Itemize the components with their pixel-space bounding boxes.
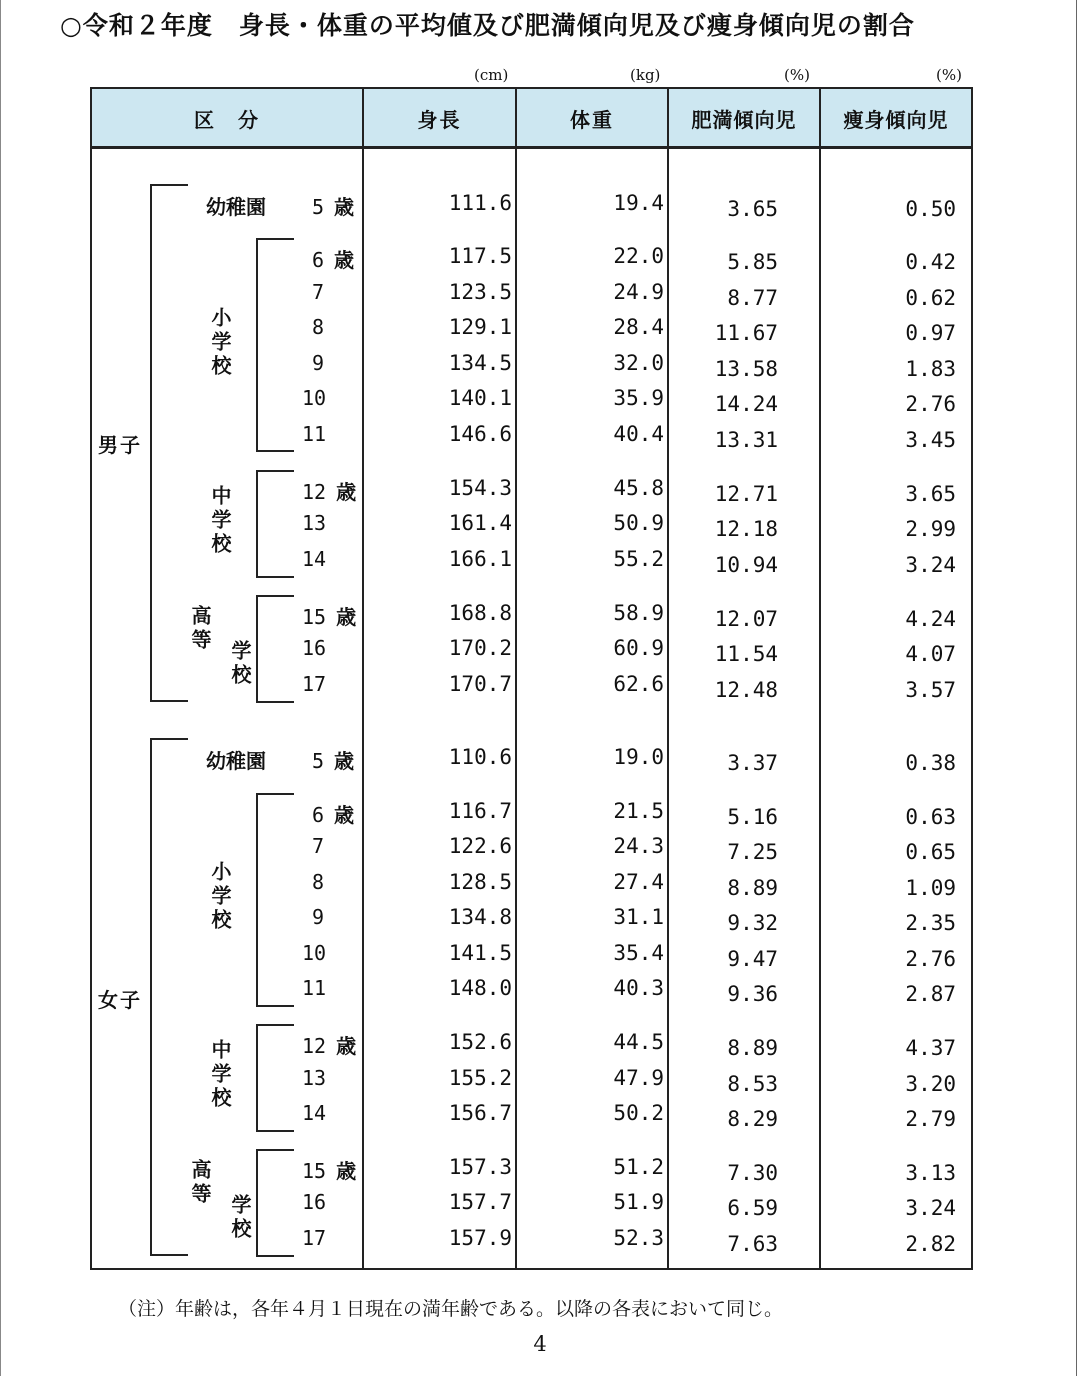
age-label	[312, 351, 324, 375]
cell-obese: 3.65	[727, 197, 778, 221]
cell-weight: 24.9	[613, 280, 664, 304]
cell-height: 168.8	[448, 601, 512, 625]
page-title: ○令和２年度 身長・体重の平均値及び肥満傾向児及び痩身傾向児の割合	[60, 11, 915, 40]
cell-obese: 10.94	[714, 553, 778, 577]
cell-height: 156.7	[448, 1101, 512, 1125]
school-high-right: 学校	[228, 1194, 252, 1242]
cell-obese: 8.89	[727, 1036, 778, 1060]
age-value: 13	[302, 1066, 327, 1090]
cell-weight: 19.0	[613, 745, 664, 769]
age-unit: 歳	[336, 605, 357, 629]
school-bracket	[256, 595, 294, 703]
cell-thin: 0.50	[905, 197, 956, 221]
cell-height: 116.7	[448, 799, 512, 823]
cell-obese: 8.53	[727, 1072, 778, 1096]
cell-height: 129.1	[448, 315, 512, 339]
header-height: 身長	[417, 107, 462, 132]
cell-weight: 45.8	[613, 476, 664, 500]
cell-weight: 47.9	[613, 1066, 664, 1090]
age-value: 12	[302, 1034, 327, 1058]
cell-thin: 3.13	[905, 1161, 956, 1185]
cell-weight: 27.4	[613, 870, 664, 894]
age-value: 7	[312, 280, 325, 304]
cell-thin: 4.07	[905, 642, 956, 666]
cell-obese: 8.89	[727, 876, 778, 900]
cell-thin: 2.35	[905, 911, 956, 935]
cell-obese: 13.31	[714, 428, 778, 452]
cell-obese: 14.24	[714, 392, 778, 416]
cell-weight: 35.9	[613, 386, 664, 410]
cell-obese: 11.54	[714, 642, 778, 666]
unit-obese: (%)	[784, 66, 810, 84]
age-value: 14	[302, 547, 327, 571]
age-label	[312, 905, 324, 929]
cell-height: 157.7	[448, 1190, 512, 1214]
cell-weight: 50.2	[613, 1101, 664, 1125]
cell-height: 123.5	[448, 280, 512, 304]
cell-obese: 12.18	[714, 517, 778, 541]
cell-thin: 0.63	[905, 805, 956, 829]
cell-weight: 40.3	[613, 976, 664, 1000]
cell-height: 154.3	[448, 476, 512, 500]
cell-thin: 3.20	[905, 1072, 956, 1096]
age-unit: 歳	[334, 749, 355, 773]
school-elementary: 小学校	[208, 307, 232, 379]
age-unit: 歳	[336, 1159, 357, 1183]
cell-height: 141.5	[448, 941, 512, 965]
header-obese: 肥満傾向児	[691, 107, 797, 132]
cell-height: 152.6	[448, 1030, 512, 1054]
cell-obese: 8.77	[727, 286, 778, 310]
cell-weight: 55.2	[613, 547, 664, 571]
cell-obese: 9.47	[727, 947, 778, 971]
age-value: 6	[312, 803, 325, 827]
cell-thin: 3.57	[905, 678, 956, 702]
cell-weight: 51.2	[613, 1155, 664, 1179]
column-divider	[667, 87, 669, 1270]
school-high-right: 学校	[228, 640, 252, 688]
age-label	[302, 511, 326, 535]
age-value: 13	[302, 511, 327, 535]
cell-height: 148.0	[448, 976, 512, 1000]
header-thin: 痩身傾向児	[843, 107, 949, 132]
cell-height: 122.6	[448, 834, 512, 858]
school-bracket	[256, 1149, 294, 1257]
cell-thin: 2.79	[905, 1107, 956, 1131]
age-label	[312, 191, 354, 220]
sex-label-female: 女子	[98, 988, 142, 1012]
age-value: 8	[312, 870, 325, 894]
cell-weight: 51.9	[613, 1190, 664, 1214]
age-label	[312, 315, 324, 339]
cell-height: 157.9	[448, 1226, 512, 1250]
age-value: 16	[302, 636, 327, 660]
cell-obese: 12.71	[714, 482, 778, 506]
school-elementary: 小学校	[208, 861, 232, 933]
age-label	[302, 1190, 326, 1214]
age-label	[302, 672, 326, 696]
age-value: 10	[302, 941, 327, 965]
group-bracket-male	[150, 184, 188, 702]
header-category: 区 分	[194, 107, 260, 132]
cell-weight: 52.3	[613, 1226, 664, 1250]
footnote: （注）年齢は，各年４月１日現在の満年齢である。以降の各表において同じ。	[118, 1298, 784, 1320]
cell-thin: 3.65	[905, 482, 956, 506]
age-value: 12	[302, 480, 327, 504]
page-right-edge	[1076, 0, 1077, 1376]
cell-thin: 0.65	[905, 840, 956, 864]
cell-weight: 44.5	[613, 1030, 664, 1054]
cell-weight: 40.4	[613, 422, 664, 446]
cell-height: 110.6	[448, 745, 512, 769]
cell-obese: 13.58	[714, 357, 778, 381]
sex-label-male: 男子	[98, 433, 142, 457]
age-label	[312, 834, 324, 858]
age-value: 17	[302, 1226, 327, 1250]
age-value: 10	[302, 386, 327, 410]
cell-thin: 3.24	[905, 1196, 956, 1220]
age-value: 9	[312, 351, 325, 375]
cell-obese: 9.32	[727, 911, 778, 935]
age-label	[312, 745, 354, 774]
column-divider	[819, 87, 821, 1270]
column-divider	[515, 87, 517, 1270]
cell-height: 134.5	[448, 351, 512, 375]
unit-thin: (%)	[936, 66, 962, 84]
school-junior-high: 中学校	[208, 485, 232, 557]
school-high-left: 高等	[188, 1159, 212, 1207]
age-unit: 歳	[334, 803, 355, 827]
header-weight: 体重	[570, 107, 614, 132]
cell-weight: 31.1	[613, 905, 664, 929]
school-kindergarten: 幼稚園	[206, 749, 266, 773]
cell-obese: 7.30	[727, 1161, 778, 1185]
age-label	[312, 280, 324, 304]
page-left-edge	[0, 0, 1, 1376]
age-value: 5	[312, 195, 325, 219]
cell-height: 161.4	[448, 511, 512, 535]
age-value: 9	[312, 905, 325, 929]
cell-weight: 58.9	[613, 601, 664, 625]
school-bracket	[256, 470, 294, 578]
cell-height: 128.5	[448, 870, 512, 894]
age-value: 15	[302, 1159, 327, 1183]
cell-obese: 8.29	[727, 1107, 778, 1131]
age-label	[302, 386, 326, 410]
age-value: 17	[302, 672, 327, 696]
cell-thin: 1.09	[905, 876, 956, 900]
age-label	[302, 547, 326, 571]
cell-height: 117.5	[448, 244, 512, 268]
cell-weight: 24.3	[613, 834, 664, 858]
cell-thin: 2.82	[905, 1232, 956, 1256]
cell-thin: 0.42	[905, 250, 956, 274]
age-unit: 歳	[334, 248, 355, 272]
cell-obese: 12.48	[714, 678, 778, 702]
age-value: 8	[312, 315, 325, 339]
cell-height: 170.7	[448, 672, 512, 696]
cell-height: 140.1	[448, 386, 512, 410]
age-value: 11	[302, 422, 327, 446]
age-label	[302, 476, 356, 505]
age-label	[302, 1066, 326, 1090]
column-divider	[362, 87, 364, 1270]
cell-height: 170.2	[448, 636, 512, 660]
age-label	[302, 422, 326, 446]
cell-thin: 0.38	[905, 751, 956, 775]
age-value: 16	[302, 1190, 327, 1214]
cell-height: 134.8	[448, 905, 512, 929]
cell-thin: 2.76	[905, 947, 956, 971]
school-bracket	[256, 793, 294, 1007]
page-number: 4	[533, 1332, 547, 1356]
cell-obese: 11.67	[714, 321, 778, 345]
cell-obese: 6.59	[727, 1196, 778, 1220]
age-label	[302, 941, 326, 965]
school-kindergarten: 幼稚園	[206, 195, 266, 219]
age-label	[312, 244, 354, 273]
cell-weight: 35.4	[613, 941, 664, 965]
cell-weight: 21.5	[613, 799, 664, 823]
age-value: 15	[302, 605, 327, 629]
cell-thin: 0.97	[905, 321, 956, 345]
cell-weight: 28.4	[613, 315, 664, 339]
cell-thin: 0.62	[905, 286, 956, 310]
age-unit: 歳	[334, 195, 355, 219]
cell-obese: 12.07	[714, 607, 778, 631]
age-value: 11	[302, 976, 327, 1000]
cell-weight: 62.6	[613, 672, 664, 696]
cell-height: 157.3	[448, 1155, 512, 1179]
age-label	[302, 1030, 356, 1059]
school-high-left: 高等	[188, 605, 212, 653]
cell-weight: 50.9	[613, 511, 664, 535]
age-value: 6	[312, 248, 325, 272]
cell-thin: 4.37	[905, 1036, 956, 1060]
cell-weight: 60.9	[613, 636, 664, 660]
age-unit: 歳	[336, 1034, 357, 1058]
cell-height: 146.6	[448, 422, 512, 446]
cell-weight: 19.4	[613, 191, 664, 215]
cell-obese: 5.16	[727, 805, 778, 829]
age-label	[302, 1101, 326, 1125]
age-label	[312, 799, 354, 828]
age-label	[302, 976, 326, 1000]
unit-height: (cm)	[474, 66, 509, 84]
cell-obese: 7.25	[727, 840, 778, 864]
age-label	[302, 601, 356, 630]
cell-obese: 9.36	[727, 982, 778, 1006]
cell-obese: 5.85	[727, 250, 778, 274]
cell-thin: 3.45	[905, 428, 956, 452]
age-value: 14	[302, 1101, 327, 1125]
cell-thin: 3.24	[905, 553, 956, 577]
cell-weight: 32.0	[613, 351, 664, 375]
age-label	[302, 636, 326, 660]
cell-thin: 2.87	[905, 982, 956, 1006]
school-bracket	[256, 1024, 294, 1132]
group-bracket-female	[150, 738, 188, 1256]
cell-obese: 3.37	[727, 751, 778, 775]
cell-obese: 7.63	[727, 1232, 778, 1256]
cell-thin: 1.83	[905, 357, 956, 381]
cell-weight: 22.0	[613, 244, 664, 268]
age-unit: 歳	[336, 480, 357, 504]
cell-height: 166.1	[448, 547, 512, 571]
age-label	[302, 1226, 326, 1250]
age-value: 5	[312, 749, 325, 773]
age-value: 7	[312, 834, 325, 858]
cell-thin: 4.24	[905, 607, 956, 631]
cell-thin: 2.76	[905, 392, 956, 416]
age-label	[302, 1155, 356, 1184]
cell-thin: 2.99	[905, 517, 956, 541]
unit-weight: (kg)	[630, 66, 661, 84]
cell-height: 155.2	[448, 1066, 512, 1090]
school-junior-high: 中学校	[208, 1039, 232, 1111]
age-label	[312, 870, 324, 894]
cell-height: 111.6	[448, 191, 512, 215]
school-bracket	[256, 238, 294, 452]
